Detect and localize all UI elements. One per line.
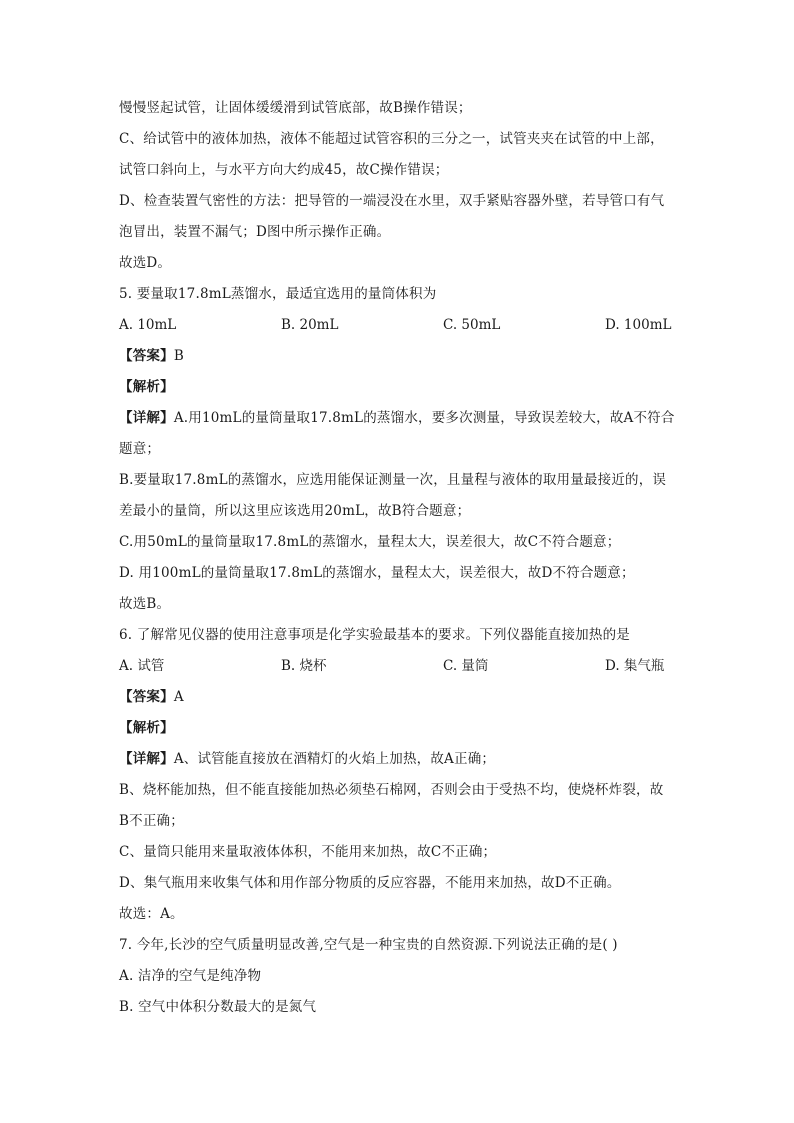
text-line: 故选B。	[119, 596, 171, 612]
document-page	[119, 98, 679, 1028]
analysis-tag: 【解析】	[119, 379, 174, 395]
answer-value: A	[173, 689, 184, 705]
answer-tag: 【答案】	[119, 689, 174, 705]
options-row	[119, 315, 679, 335]
text-line: 试管口斜向上，与水平方向大约成45，故C操作错误；	[119, 162, 449, 178]
question-5	[119, 284, 679, 614]
question-stem: 7. 今年,长沙的空气质量明显改善,空气是一种宝贵的自然资源.下列说法正确的是( )	[119, 937, 618, 953]
answer-value: B	[173, 348, 184, 364]
answer-line	[119, 687, 679, 707]
q4-explanation-tail	[119, 98, 679, 273]
option-c: C. 50mL	[443, 317, 501, 333]
text-line: B.要量取17.8mL的蒸馏水，应选用能保证测量一次，且量程与液体的取用量最接近的，误	[119, 472, 667, 488]
option-b: B. 空气中体积分数最大的是氮气	[119, 999, 317, 1015]
question-stem: 5. 要量取17.8mL蒸馏水，最适宜选用的量筒体积为	[119, 286, 437, 302]
question-6	[119, 625, 679, 924]
detail-line	[119, 408, 679, 428]
analysis-heading	[119, 377, 679, 397]
detail-tag: 【详解】	[119, 751, 174, 767]
text-line: B、烧杯能加热，但不能直接能加热必须垫石棉网，否则会由于受热不均，使烧杯炸裂，故	[119, 782, 664, 798]
detail-line	[119, 749, 679, 769]
detail-text: A、试管能直接放在酒精灯的火焰上加热，故A正确；	[173, 751, 496, 767]
question-stem: 6. 了解常见仪器的使用注意事项是化学实验最基本的要求。下列仪器能直接加热的是	[119, 627, 630, 643]
detail-text: A.用10mL的量筒量取17.8mL的蒸馏水，要多次测量，导致误差较大，故A不符合	[173, 410, 675, 426]
analysis-tag: 【解析】	[119, 720, 174, 736]
option-a: A. 10mL	[119, 317, 177, 333]
text-line: B不正确；	[119, 813, 184, 829]
option-d: D. 集气瓶	[605, 658, 665, 674]
text-line: 泡冒出，装置不漏气；D图中所示操作正确。	[119, 224, 391, 240]
option-a: A. 洁净的空气是纯净物	[119, 968, 262, 984]
option-b: B. 20mL	[281, 317, 339, 333]
analysis-heading	[119, 718, 679, 738]
options-row	[119, 656, 679, 676]
option-c: C. 量筒	[443, 658, 489, 674]
option-a: A. 试管	[119, 658, 165, 674]
answer-line	[119, 346, 679, 366]
option-b: B. 烧杯	[281, 658, 327, 674]
answer-tag: 【答案】	[119, 348, 174, 364]
text-line: 故选D。	[119, 255, 172, 271]
text-line: 题意；	[119, 441, 161, 457]
text-line: D、检查装置气密性的方法：把导管的一端浸没在水里，双手紧贴容器外壁，若导管口有气	[119, 193, 665, 209]
text-line: C、量筒只能用来量取液体体积，不能用来加热，故C不正确；	[119, 844, 497, 860]
text-line: 差最小的量筒，所以这里应该选用20mL，故B符合题意；	[119, 503, 471, 519]
option-d: D. 100mL	[605, 317, 672, 333]
question-7	[119, 935, 679, 1017]
text-line: D、集气瓶用来收集气体和用作部分物质的反应容器，不能用来加热，故D不正确。	[119, 875, 621, 891]
text-line: C、给试管中的液体加热，液体不能超过试管容积的三分之一，试管夹夹在试管的中上部，	[119, 131, 664, 147]
text-line: 故选：A。	[119, 906, 184, 922]
detail-tag: 【详解】	[119, 410, 174, 426]
text-line: C.用50mL的量筒量取17.8mL的蒸馏水，量程太大，误差很大，故C不符合题意；	[119, 534, 621, 550]
text-line: 慢慢竖起试管，让固体缓缓滑到试管底部，故B操作错误；	[119, 100, 472, 116]
text-line: D. 用100mL的量筒量取17.8mL的蒸馏水，量程太大，误差很大，故D不符合题意；	[119, 565, 635, 581]
